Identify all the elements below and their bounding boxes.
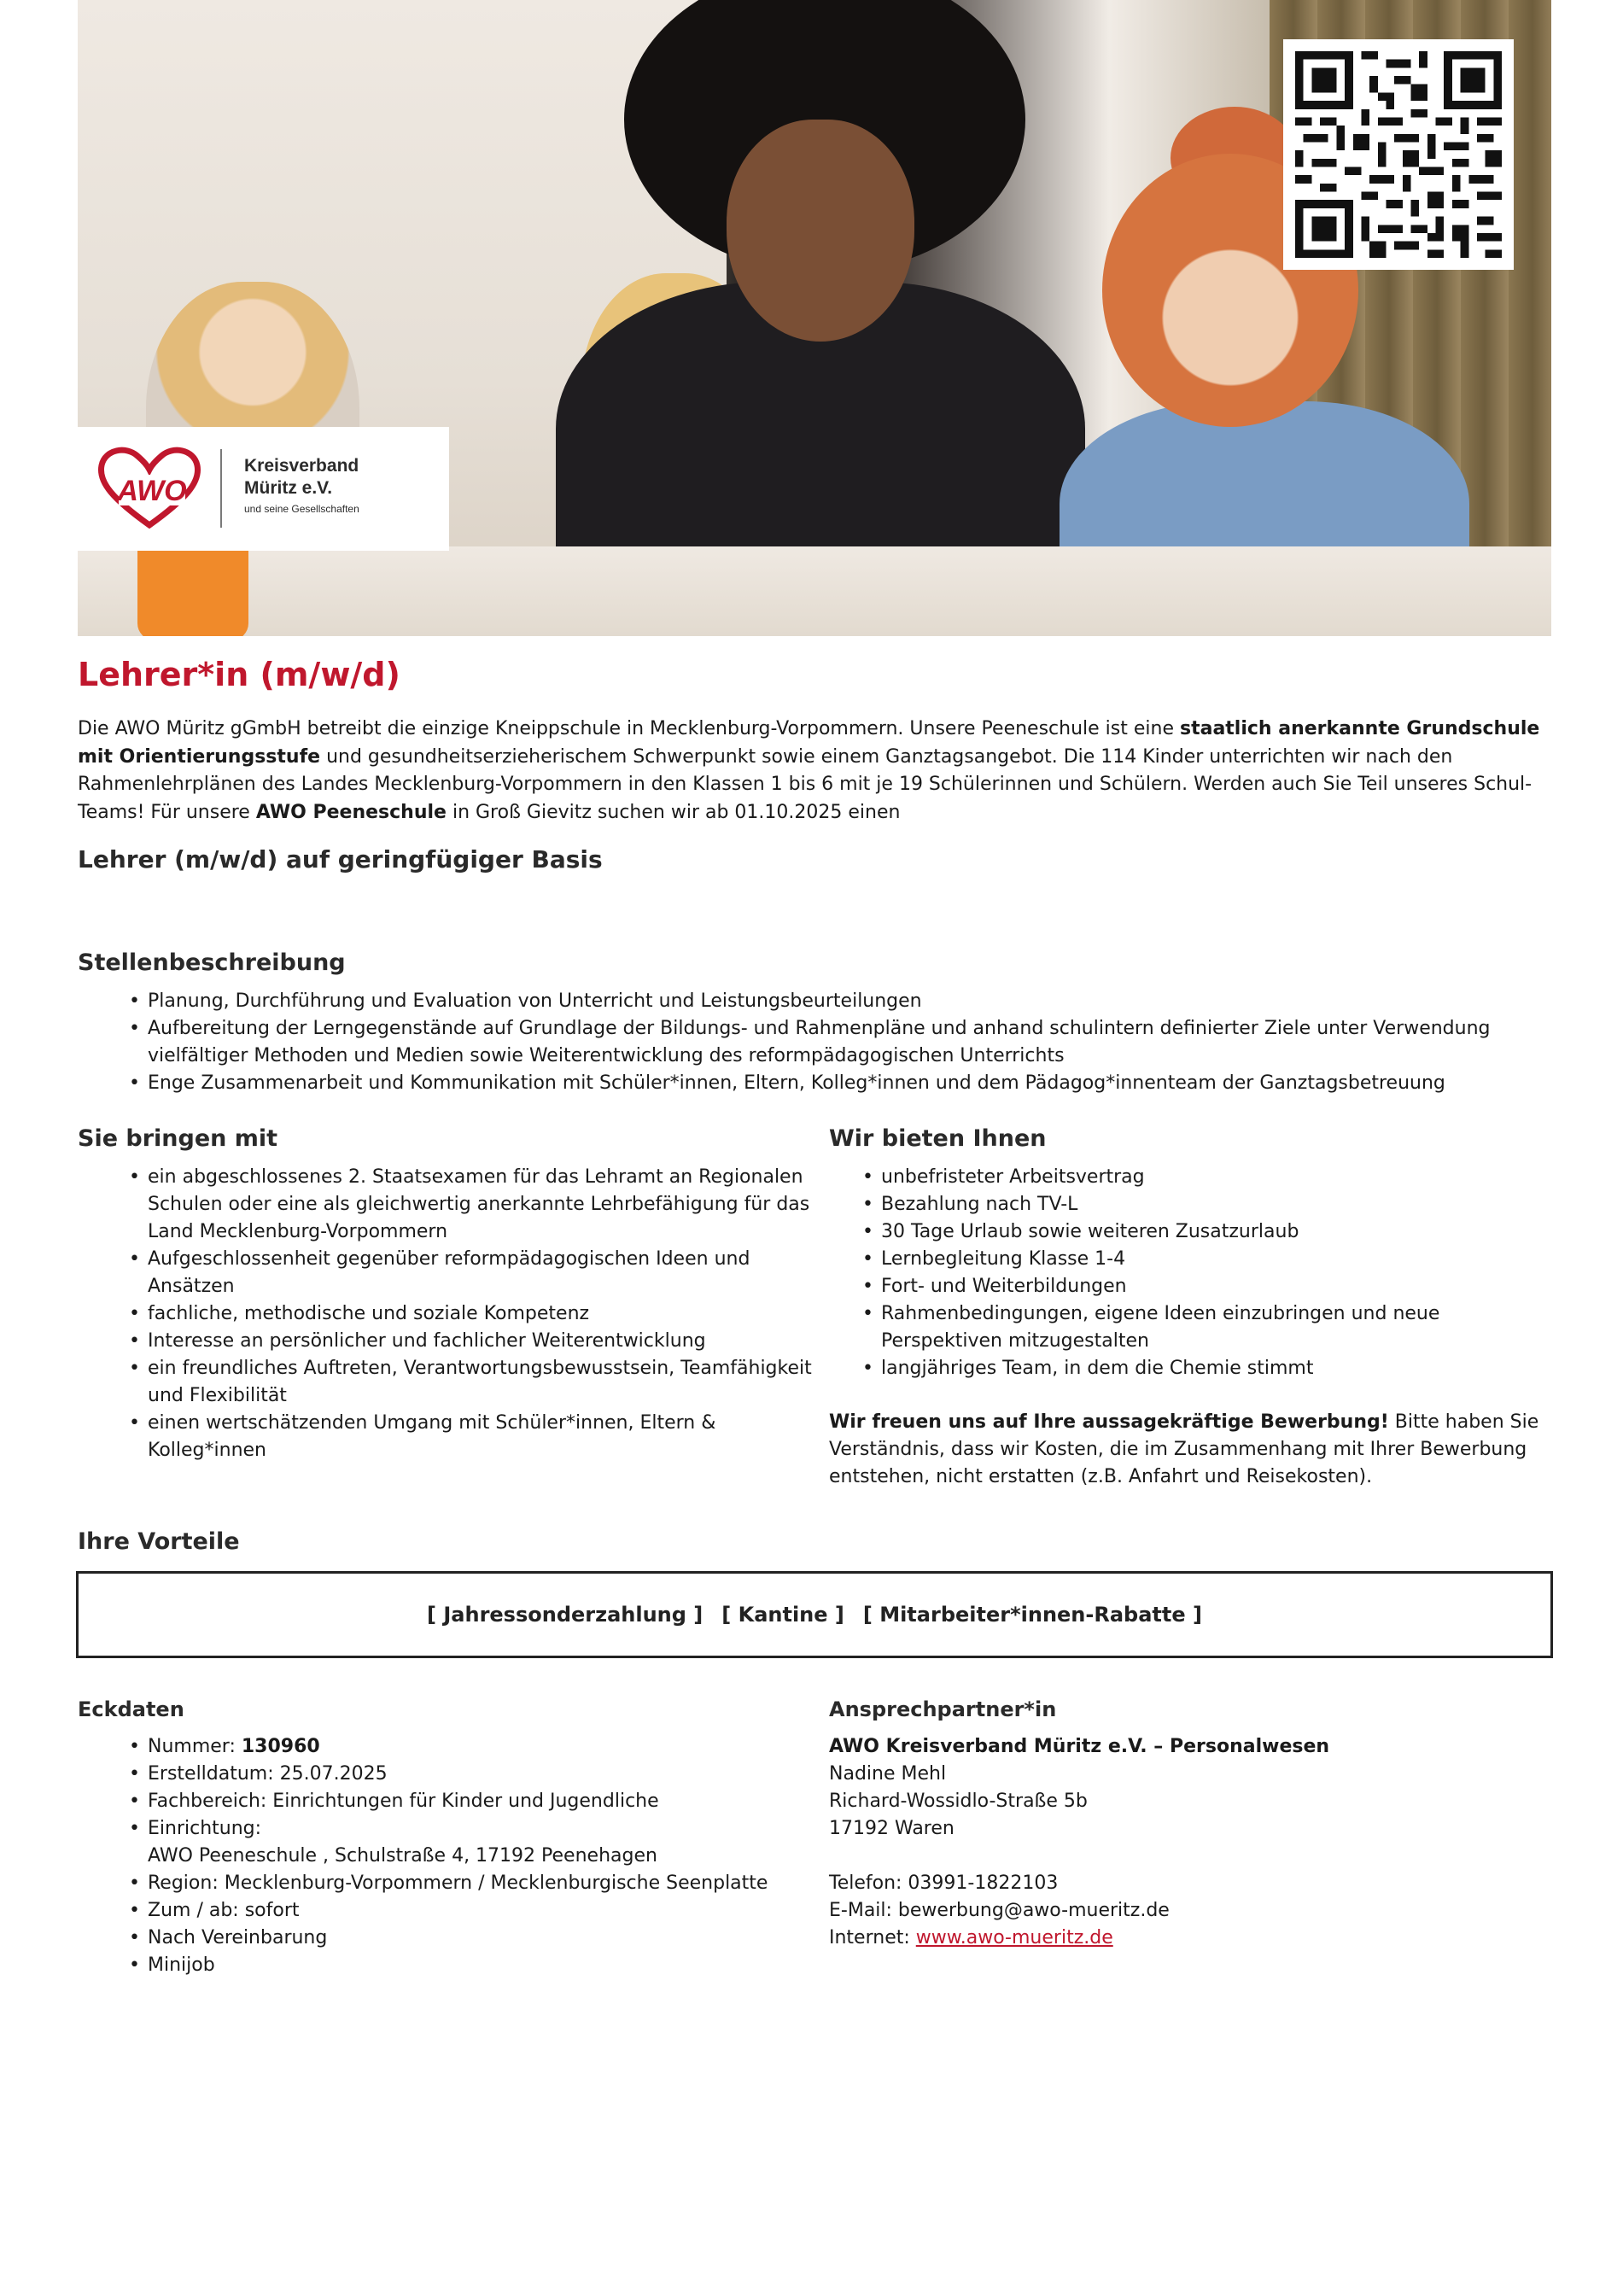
ansprechpartner-block (829, 1733, 1546, 1952)
contact-street: Richard-Wossidlo-Straße 5b (829, 1791, 1088, 1812)
position-title: Lehrer (m/w/d) auf geringfügiger Basis (78, 845, 603, 873)
logo-line3: und seine Gesellschaften (244, 503, 359, 515)
stellenbeschreibung-list (78, 988, 1551, 1097)
contact-city: 17192 Waren (829, 1818, 955, 1839)
list-item: • Aufgeschlossenheit gegenüber reformpädagogischen Ideen und Ansätzen (78, 1246, 820, 1300)
vorteil-tag: [ Kantine ] (721, 1603, 844, 1627)
section-heading-sie-bringen-mit: Sie bringen mit (78, 1125, 278, 1152)
eckdaten-vereinbarung: • Nach Vereinbarung (78, 1925, 812, 1952)
contact-internet: Internet: www.awo-mueritz.de (829, 1927, 1113, 1948)
contact-org: AWO Kreisverband Müritz e.V. – Personalwesen (829, 1736, 1330, 1757)
vorteil-tag: [ Mitarbeiter*innen-Rabatte ] (862, 1603, 1202, 1627)
list-item: • Bezahlung nach TV-L (811, 1191, 1545, 1218)
section-heading-stellenbeschreibung: Stellenbeschreibung (78, 949, 346, 976)
eckdaten-minijob: • Minijob (78, 1952, 812, 1979)
section-heading-eckdaten: Eckdaten (78, 1697, 184, 1721)
qr-code[interactable] (1283, 39, 1514, 270)
eckdaten-region: • Region: Mecklenburg-Vorpommern / Mecklenburgische Seenplatte (78, 1870, 812, 1897)
wir-bieten-list (811, 1164, 1545, 1382)
logo-line2: Müritz e.V. (244, 478, 333, 498)
list-item: • Enge Zusammenarbeit und Kommunikation mit Schüler*innen, Eltern, Kolleg*innen und dem Pädagog*innenteam der Ganztagsbetreuung (78, 1070, 1551, 1097)
job-title: Lehrer*in (m/w/d) (78, 656, 400, 693)
logo-brand-text: AWO (117, 475, 187, 507)
vorteil-tag: [ Jahressonderzahlung ] (427, 1603, 703, 1627)
list-item: • Interesse an persönlicher und fachlicher Weiterentwicklung (78, 1328, 820, 1355)
eckdaten-zum-ab: • Zum / ab: sofort (78, 1897, 812, 1925)
eckdaten-list (78, 1733, 812, 1979)
list-item: • ein abgeschlossenes 2. Staatsexamen für das Lehramt an Regionalen Schulen oder eine als gleichwertig anerkannte Lehrbefähigung für das Land Mecklenburg-Vorpommern (78, 1164, 820, 1246)
contact-name: Nadine Mehl (829, 1763, 947, 1785)
eckdaten-erstelldatum: • Erstelldatum: 25.07.2025 (78, 1761, 812, 1788)
intro-paragraph: Die AWO Müritz gGmbH betreibt die einzige Kneippschule in Mecklenburg-Vorpommern. Unsere Peeneschule ist eine staatlich anerkannte Grundschule mit Orientierungsstufe und gesundheitserzieherischem Schwerpunkt sowie einem Ganztagsangebot. Die 114 Kinder unterrichten wir nach den Rahmenlehrplänen des Landes Mecklenburg-Vorpommern in den Klassen 1 bis 6 mit je 19 Schülerinnen und Schülern. Werden auch Sie Teil unseres Schul-Teams! Für unsere AWO Peeneschule in Groß Gievitz suchen wir ab 01.10.2025 einen (78, 718, 1540, 823)
website-link[interactable]: www.awo-mueritz.de (915, 1927, 1113, 1948)
section-heading-ansprechpartner: Ansprechpartner*in (829, 1697, 1057, 1721)
contact-email: E-Mail: bewerbung@awo-mueritz.de (829, 1900, 1170, 1921)
contact-phone: Telefon: 03991-1822103 (829, 1872, 1059, 1894)
list-item: • unbefristeter Arbeitsvertrag (811, 1164, 1545, 1191)
vorteile-box (76, 1571, 1553, 1658)
list-item: • Fort- und Weiterbildungen (811, 1273, 1545, 1300)
sie-bringen-mit-list (78, 1164, 820, 1464)
list-item: • fachliche, methodische und soziale Kompetenz (78, 1300, 820, 1328)
section-heading-wir-bieten: Wir bieten Ihnen (829, 1125, 1047, 1152)
list-item: • einen wertschätzenden Umgang mit Schüler*innen, Eltern & Kolleg*innen (78, 1410, 820, 1464)
eckdaten-einrichtung: • Einrichtung: AWO Peeneschule , Schulstraße 4, 17192 Peenehagen (78, 1815, 812, 1870)
eckdaten-fachbereich: • Fachbereich: Einrichtungen für Kinder und Jugendliche (78, 1788, 812, 1815)
awo-heart-icon (96, 444, 203, 529)
list-item: • langjähriges Team, in dem die Chemie stimmt (811, 1355, 1545, 1382)
list-item: • 30 Tage Urlaub sowie weiteren Zusatzurlaub (811, 1218, 1545, 1246)
list-item: • Planung, Durchführung und Evaluation von Unterricht und Leistungsbeurteilungen (78, 988, 1551, 1015)
awo-logo (78, 427, 449, 551)
bewerbung-note: Wir freuen uns auf Ihre aussagekräftige Bewerbung! Bitte haben Sie Verständnis, dass wir Kosten, die im Zusammenhang mit Ihrer Bewerbung entstehen, nicht erstatten (z.B. Anfahrt und Reisekosten). (829, 1411, 1539, 1487)
eckdaten-nummer: • Nummer: 130960 (78, 1733, 812, 1761)
list-item: • Lernbegleitung Klasse 1-4 (811, 1246, 1545, 1273)
logo-line1: Kreisverband (244, 456, 359, 476)
list-item: • Aufbereitung der Lerngegenstände auf Grundlage der Bildungs- und Rahmenpläne und anhand schulintern definierter Ziele unter Verwendung vielfältiger Methoden und Medien sowie Weiterentwicklung des reformpädagogischen Unterrichts (78, 1015, 1551, 1070)
list-item: • Rahmenbedingungen, eigene Ideen einzubringen und neue Perspektiven mitzugestalten (811, 1300, 1545, 1355)
section-heading-vorteile: Ihre Vorteile (78, 1528, 240, 1555)
list-item: • ein freundliches Auftreten, Verantwortungsbewusstsein, Teamfähigkeit und Flexibilität (78, 1355, 820, 1410)
